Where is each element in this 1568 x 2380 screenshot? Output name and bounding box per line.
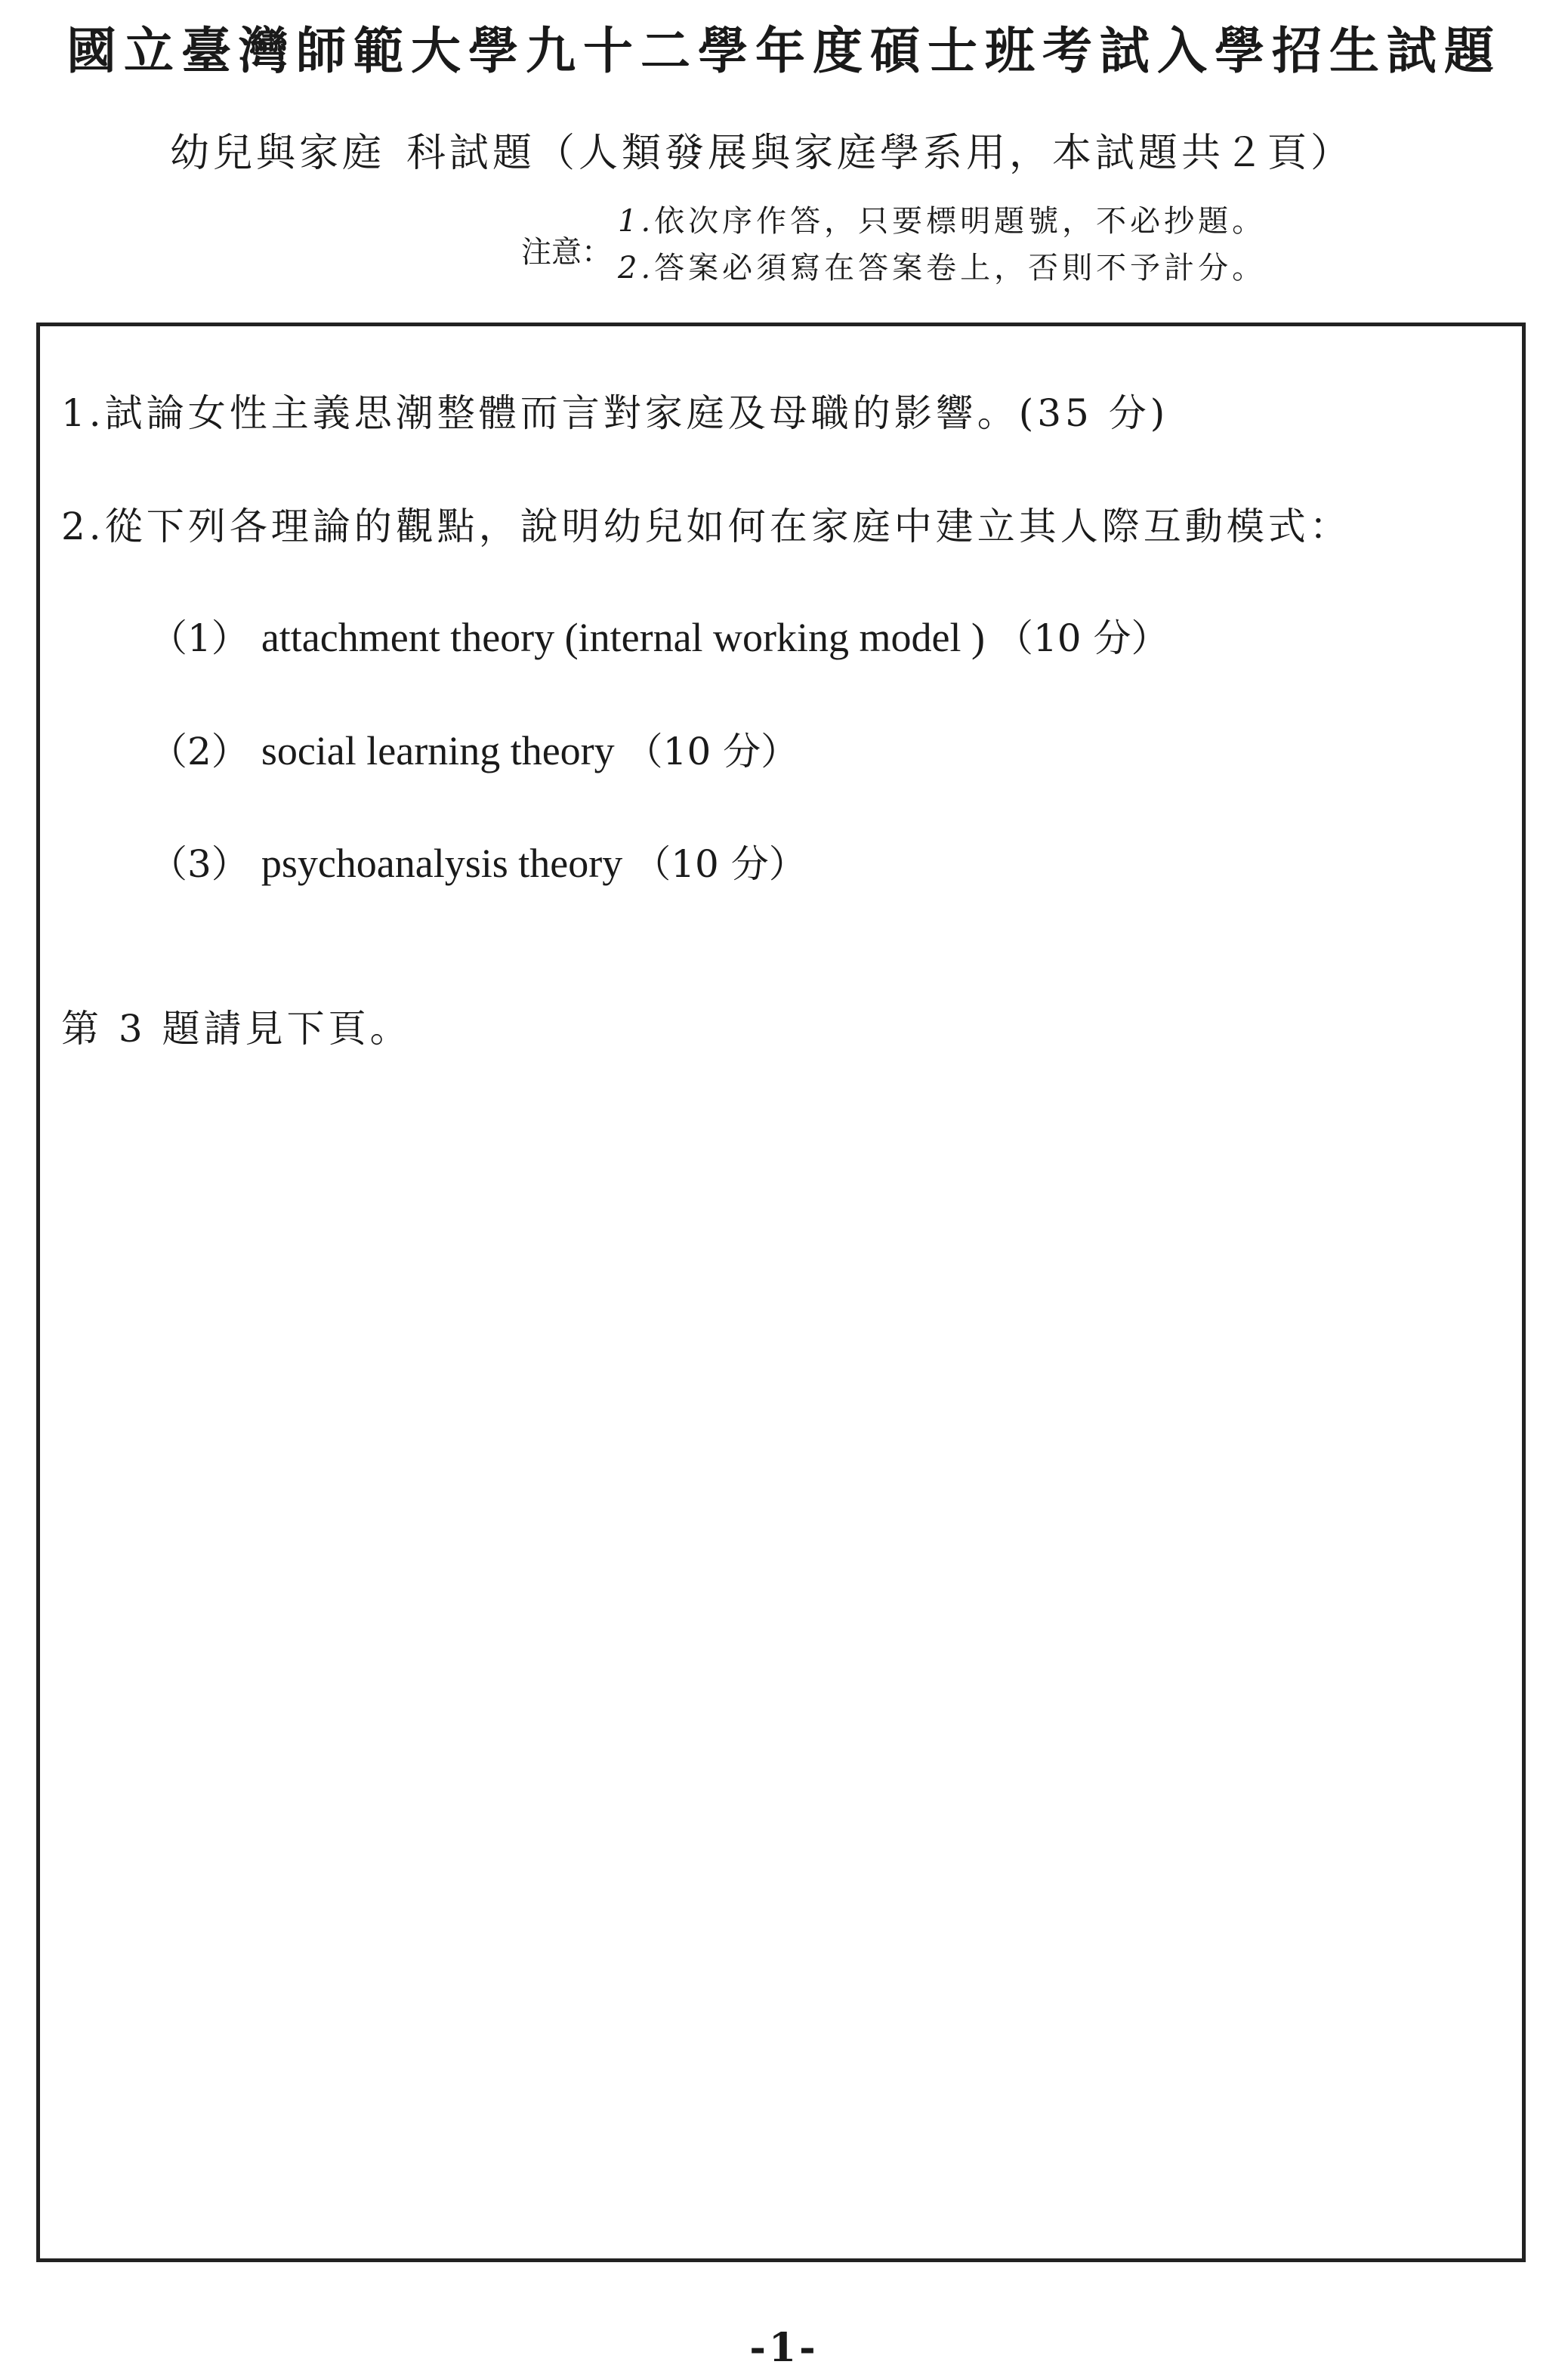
sub-question-score: （10 分） xyxy=(995,616,1169,660)
subject-name: 幼兒與家庭 xyxy=(170,131,386,176)
note-item xyxy=(618,198,1266,245)
sub-question-score: （10 分） xyxy=(633,842,807,886)
sub-question-score: （10 分） xyxy=(625,730,799,773)
sub-question-theory: psychoanalysis theory xyxy=(261,841,623,886)
note-text: 答案必須寫在答案卷上，否則不予計分。 xyxy=(654,251,1267,286)
question-1: 1.試論女性主義思潮整體而言對家庭及母職的影響。(35 分) xyxy=(61,391,1169,435)
sub-question-label: （2） xyxy=(150,730,249,773)
sub-question-2 xyxy=(150,721,798,776)
note-item xyxy=(618,245,1266,292)
note-number: 1. xyxy=(618,204,655,239)
exam-title: 國立臺灣師範大學九十二學年度碩士班考試入學招生試題 xyxy=(66,21,1502,80)
sub-question-theory: social learning theory xyxy=(261,728,615,773)
question-2: 2.從下列各理論的觀點，說明幼兒如何在家庭中建立其人際互動模式： xyxy=(61,505,1351,548)
sub-question-1 xyxy=(150,608,1169,662)
sub-question-label: （1） xyxy=(150,616,249,660)
note-number: 2. xyxy=(618,251,655,286)
notes-label: 注意： xyxy=(521,235,612,270)
exam-subtitle xyxy=(170,121,1353,177)
notes-list xyxy=(618,198,1266,292)
page-number: -1- xyxy=(749,2325,819,2371)
sub-question-theory: attachment theory (internal working model ) xyxy=(261,615,985,660)
sub-question-label: （3） xyxy=(150,842,249,886)
sub-question-3 xyxy=(150,834,807,888)
question-frame xyxy=(36,323,1526,2262)
note-text: 依次序作答，只要標明題號，不必抄題。 xyxy=(654,204,1267,239)
continuation-note: 第 3 題請見下頁。 xyxy=(61,1007,412,1051)
subtitle-detail: 科試題（人類發展與家庭學系用，本試題共２頁） xyxy=(406,131,1354,176)
